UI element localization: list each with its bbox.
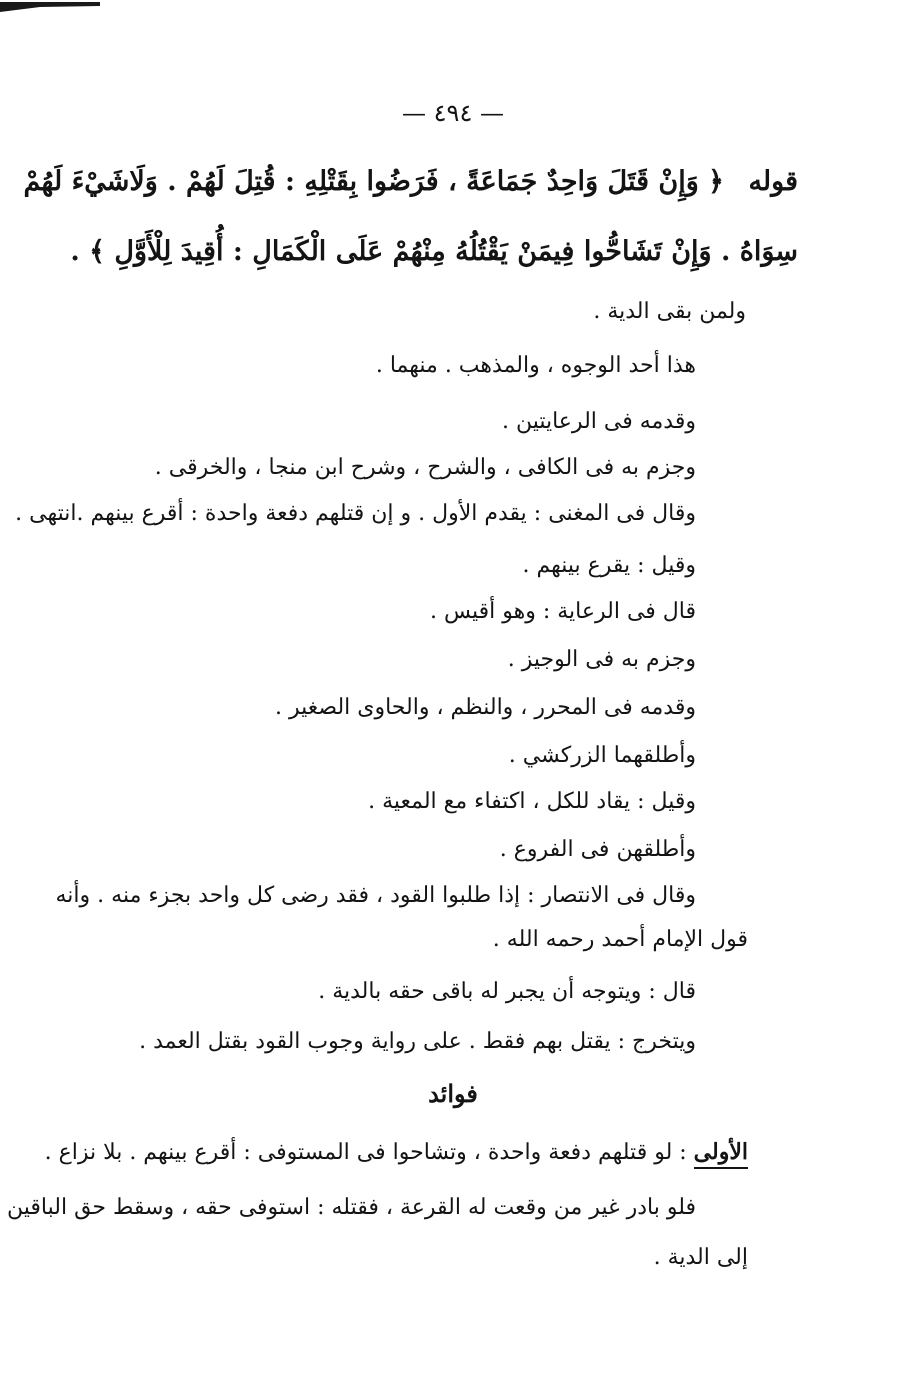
verse-line-2: سِوَاهُ . وَإِنْ تَشَاحُّوا فِيمَنْ يَقْتُلُهُ مِنْهُمْ عَلَى الْكَمَالِ : أُقِيدَ لِلْأَوَّلِ ﴾ . — [70, 236, 798, 267]
paragraph-9: وأطلقهما الزركشي . — [508, 743, 696, 768]
benefit-1 — [45, 1134, 748, 1171]
paragraph-12: وقال فى الانتصار : إذا طلبوا القود ، فقد رضى كل واحد بجزء منه . وأنه — [55, 883, 696, 908]
paragraph-5: وقيل : يقرع بينهم . — [522, 553, 696, 578]
paragraph-11: وأطلقهن فى الفروع . — [499, 837, 696, 862]
paragraph-1: هذا أحد الوجوه ، والمذهب . منهما . — [375, 353, 696, 378]
paragraph-4: وقال فى المغنى : يقدم الأول . و إن قتلهم دفعة واحدة : أقرع بينهم .انتهى . — [15, 501, 696, 526]
section-heading: فوائد — [428, 1079, 478, 1108]
scan-corner-mark — [0, 0, 100, 16]
benefit-1-label: الأولى — [694, 1139, 748, 1169]
paragraph-6: قال فى الرعاية : وهو أقيس . — [429, 599, 696, 624]
paragraph-10: وقيل : يقاد للكل ، اكتفاء مع المعية . — [368, 789, 696, 814]
verse-line-3: ولمن بقى الدية . — [593, 299, 746, 324]
benefit-1-text: : لو قتلهم دفعة واحدة ، وتشاحوا فى المستوفى : أقرع بينهم . بلا نزاع . — [44, 1140, 694, 1165]
paragraph-2: وقدمه فى الرعايتين . — [501, 409, 696, 434]
benefit-1-line-3: إلى الدية . — [653, 1245, 748, 1270]
paragraph-8: وقدمه فى المحرر ، والنظم ، والحاوى الصغير . — [275, 695, 696, 720]
benefit-1-line-2: فلو بادر غير من وقعت له القرعة ، فقتله : استوفى حقه ، وسقط حق الباقين — [7, 1195, 696, 1220]
paragraph-12-continued: قول الإمام أحمد رحمه الله . — [492, 927, 748, 952]
verse-line-1: ﴿ وَإِنْ قَتَلَ وَاحِدٌ جَمَاعَةً ، فَرَضُوا بِقَتْلِهِ : قُتِلَ لَهُمْ . وَلَاشَيْءَ لَهُمْ — [23, 166, 724, 197]
verse-intro: قوله — [748, 166, 798, 197]
paragraph-7: وجزم به فى الوجيز . — [507, 647, 696, 672]
paragraph-14: ويتخرج : يقتل بهم فقط . على رواية وجوب القود بقتل العمد . — [139, 1029, 696, 1054]
paragraph-13: قال : ويتوجه أن يجبر له باقى حقه بالدية . — [318, 979, 696, 1004]
paragraph-3: وجزم به فى الكافى ، والشرح ، وشرح ابن منجا ، والخرقى . — [154, 455, 696, 480]
page-number: — ٤٩٤ — — [402, 99, 504, 127]
